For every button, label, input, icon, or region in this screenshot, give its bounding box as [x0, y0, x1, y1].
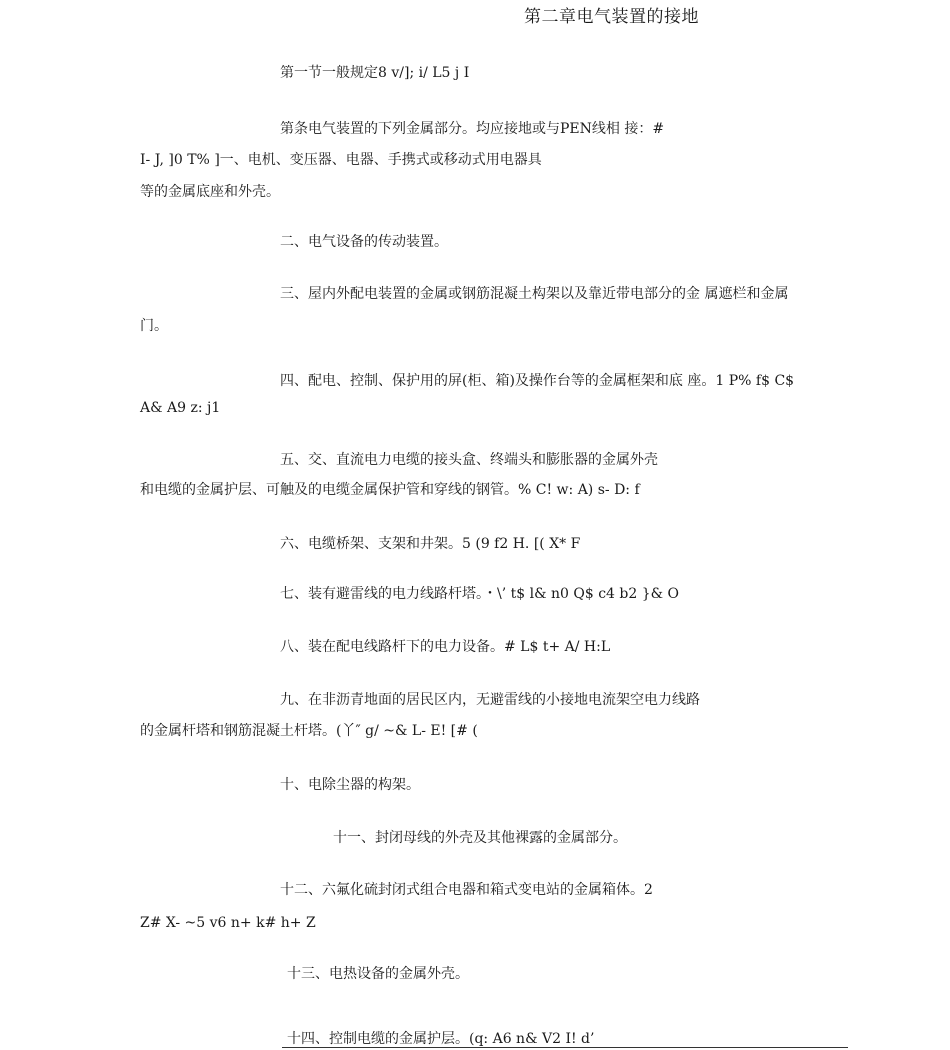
item-1-line-1: I- J, ]0 T% ]一、电机、变压器、电器、手携式或移动式用电器具: [140, 152, 542, 168]
item-8: 八、装在配电线路杆下的电力设备。# L$ t+ A/ H:L: [280, 639, 611, 655]
chapter-title: 第二章电气装置的接地: [524, 7, 699, 27]
item-1-line-2: 等的金属底座和外壳。: [140, 184, 280, 200]
item-2: 二、电气设备的传动装置。: [280, 234, 448, 250]
item-12-line-1: 十二、六氟化硫封闭式组合电器和箱式变电站的金属箱体。2: [280, 882, 653, 898]
item-4-line-2: A& A9 z: j1: [140, 400, 221, 416]
item-14: 十四、控制电缆的金属护层。(q: A6 n& V2 I! d’: [287, 1031, 595, 1047]
bottom-rule: [282, 1047, 848, 1048]
item-7: 七、装有避雷线的电力线路杆塔。・\’ t$ l& n0 Q$ c4 b2 }& O: [280, 586, 680, 602]
item-13: 十三、电热设备的金属外壳。: [287, 966, 469, 982]
item-9-line-2: 的金属杆塔和钢筋混凝土杆塔。(丫″ g/ ~& L- E! [# (: [140, 723, 478, 739]
item-10: 十、电除尘器的构架。: [280, 777, 420, 793]
item-12-line-2: Z# X- ~5 v6 n+ k# h+ Z: [140, 915, 316, 931]
item-3-line-1: 三、屋内外配电装置的金属或钢筋混凝土构架以及靠近带电部分的金 属遮栏和金属: [280, 286, 789, 302]
item-11: 十一、封闭母线的外壳及其他裸露的金属部分。: [333, 830, 627, 846]
item-5-line-2: 和电缆的金属护层、可触及的电缆金属保护管和穿线的钢管。% C! w: A) s- D: f: [140, 482, 640, 498]
item-6: 六、电缆桥架、支架和井架。5 (9 f2 H. [( X* F: [280, 536, 581, 552]
section-heading: 第一节一般规定8 v/]; i/ L5 j I: [280, 65, 470, 81]
item-5-line-1: 五、交、直流电力电缆的接头盒、终端头和膨胀器的金属外壳: [280, 452, 658, 468]
item-9-line-1: 九、在非沥青地面的居民区内，无避雷线的小接地电流架空电力线路: [280, 692, 700, 708]
item-4-line-1: 四、配电、控制、保护用的屏(柜、箱)及操作台等的金属框架和底 座。1 P% f$ C$: [280, 373, 795, 389]
intro-paragraph: 第条电气装置的下列金属部分。均应接地或与PEN线相 接：#: [280, 121, 665, 137]
item-3-line-2: 门。: [140, 318, 168, 334]
